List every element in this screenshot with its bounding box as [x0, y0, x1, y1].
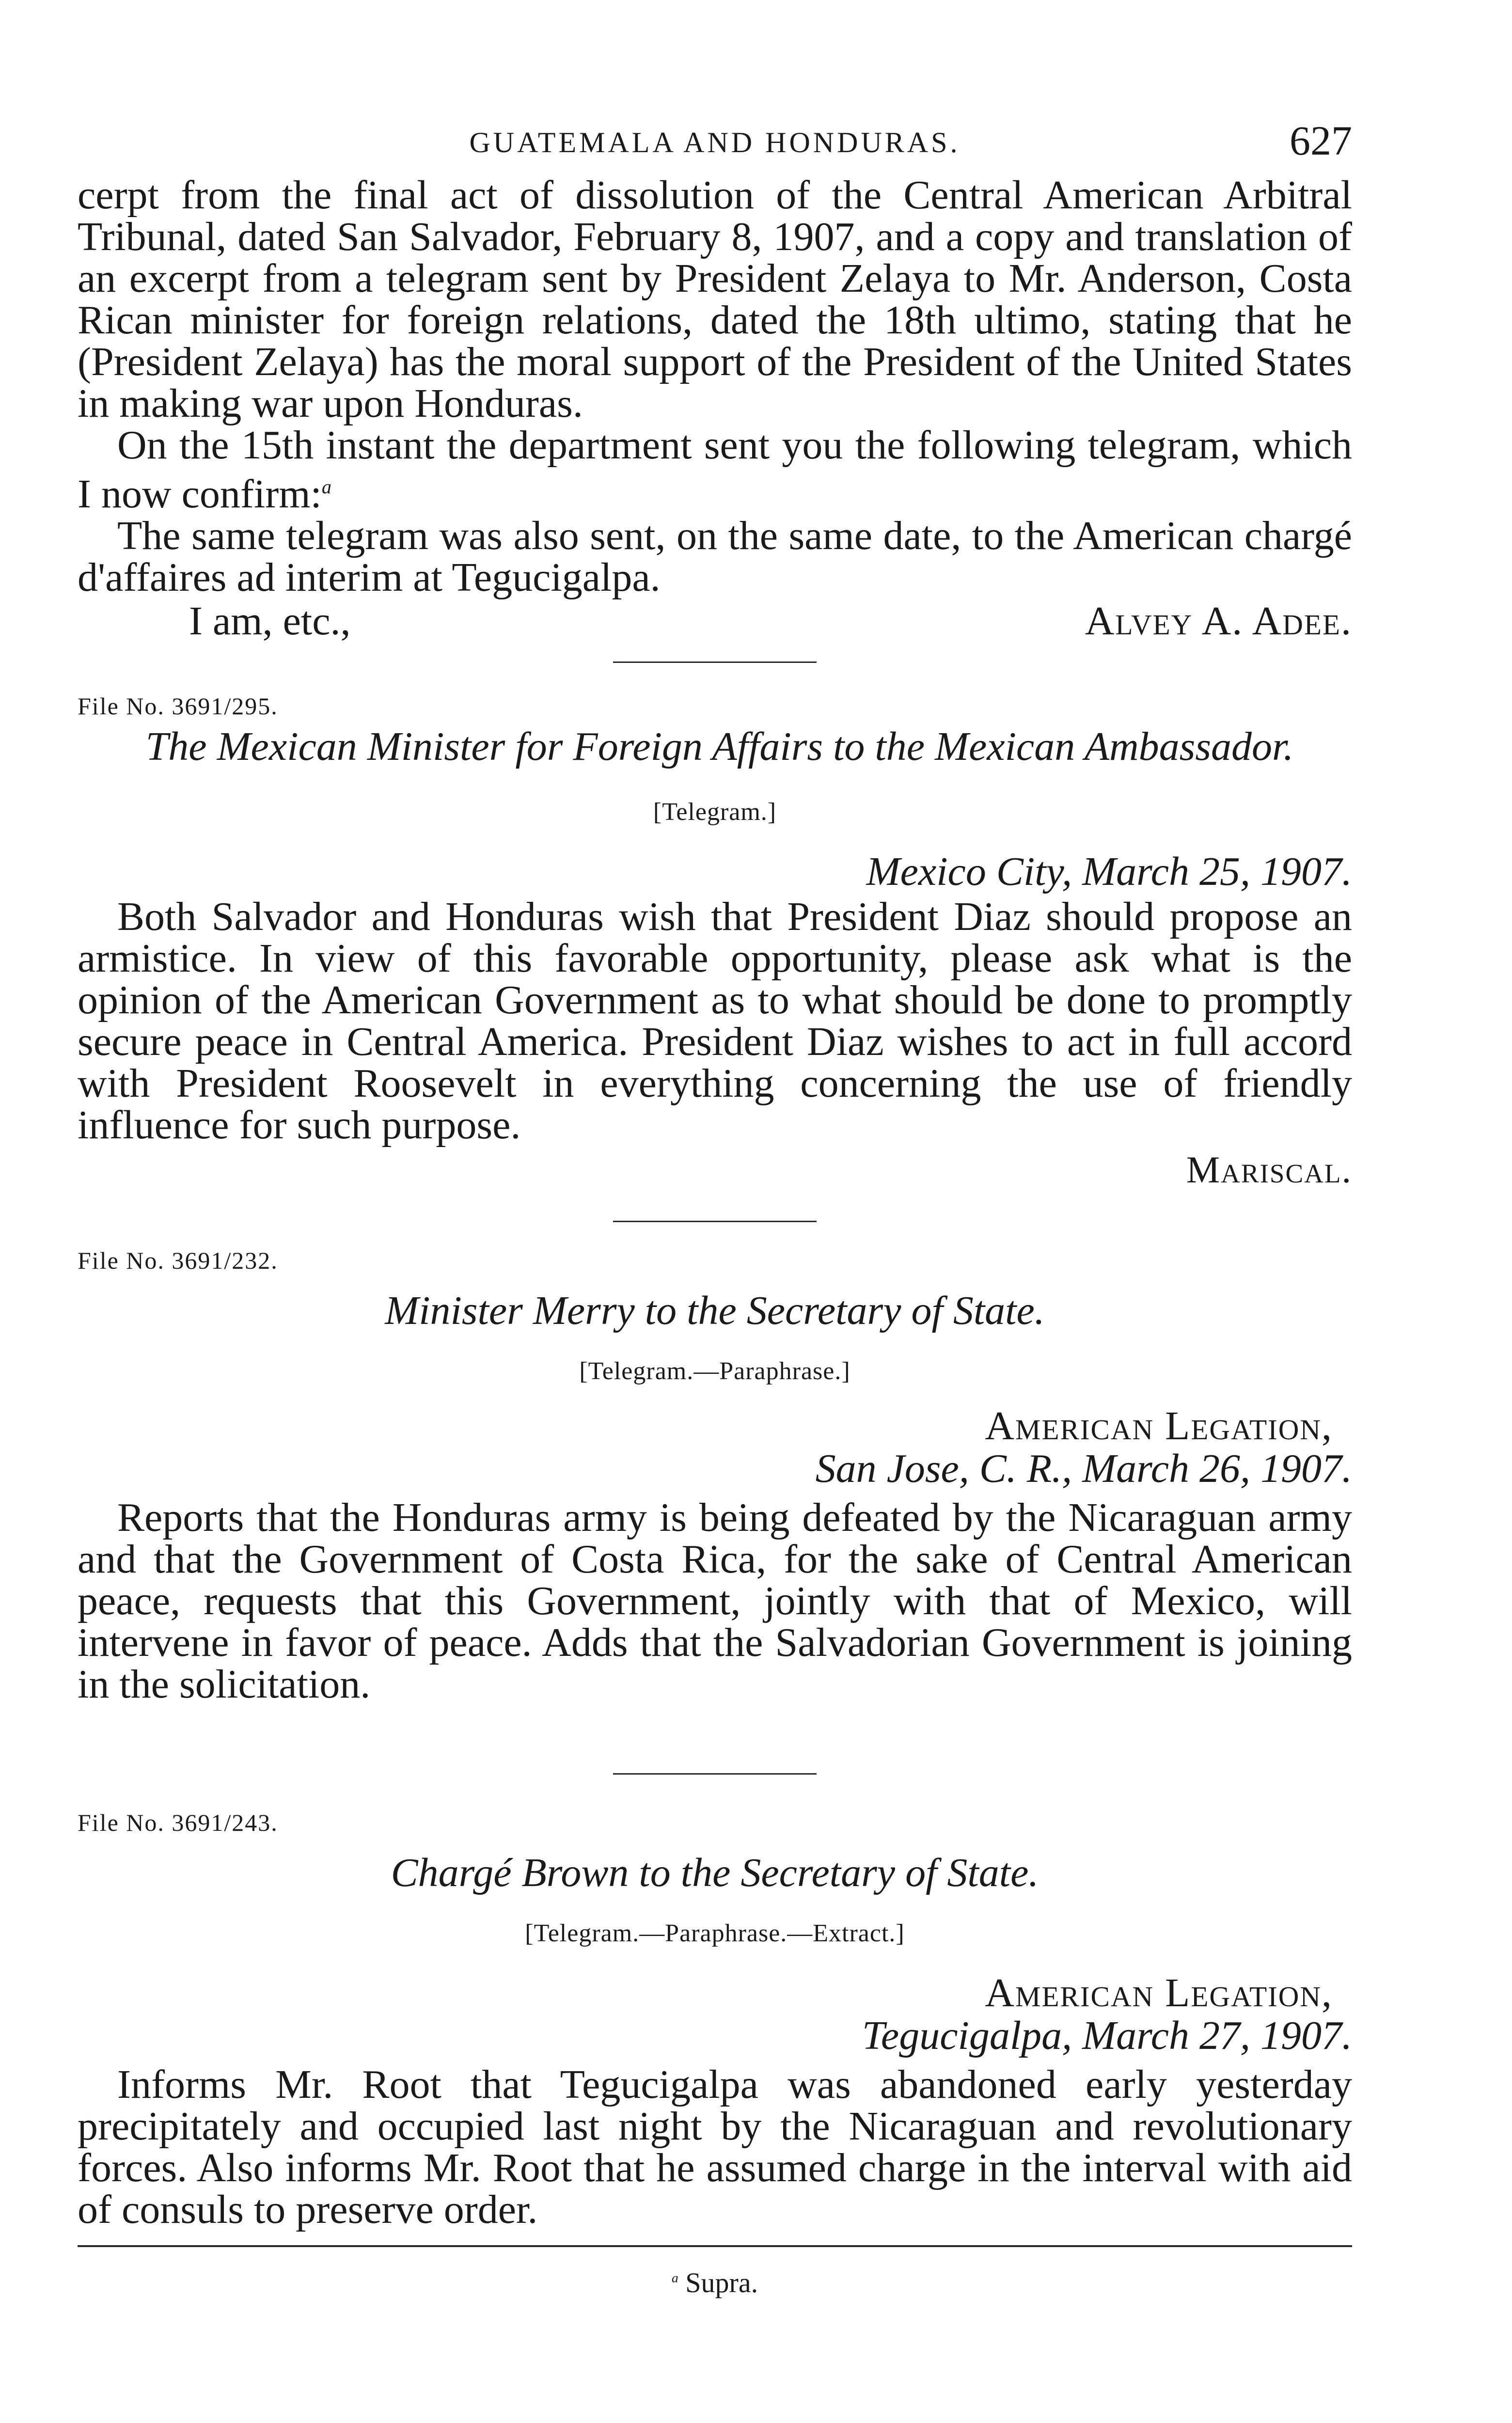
footnote: [78, 2266, 1352, 2299]
dateline: [78, 850, 1352, 893]
closing-phrase: I am, etc.,: [189, 598, 351, 644]
continued-paragraph: cerpt from the final act of dissolution of the Central American Arbitral Tribunal, dated San Salvador, February 8, 1907, and a copy and translation of an excerpt from a telegram sent by President Zelaya to Mr. Anderson, Costa Rican minister for foreign relations, dated the 18th ultimo, stating that he (President Zelaya) has the moral support of the President of the United States in making war upon Honduras.: [78, 173, 1352, 426]
place-date: Tegucigalpa, March 27, 1907.: [862, 2013, 1352, 2058]
confirm-paragraph: [78, 425, 1352, 515]
file-number: File No. 3691/243.: [78, 1809, 278, 1836]
page-number: 627: [1290, 117, 1352, 164]
footnote-text: Supra.: [685, 2267, 758, 2298]
signature-adee: Alvey A. Adee.: [1085, 598, 1352, 644]
document-title: Chargé Brown to the Secretary of State.: [391, 1850, 1039, 1895]
running-title: GUATEMALA AND HONDURAS.: [469, 126, 961, 158]
footnote-rule: [78, 2245, 1352, 2247]
dateline: [78, 2014, 1352, 2057]
document-title: The Mexican Minister for Foreign Affairs to the Mexican Ambassador.: [145, 724, 1294, 769]
confirm-text: On the 15th instant the department sent you the following telegram, which I now confirm:: [78, 423, 1352, 517]
running-header: [78, 116, 1352, 174]
section-divider: [613, 1221, 817, 1222]
closing-line: [78, 600, 1352, 642]
file-number: File No. 3691/232.: [78, 1247, 278, 1274]
same-telegram-paragraph: The same telegram was also sent, on the same date, to the American chargé d'affaires ad interim at Tegucigalpa.: [78, 513, 1352, 600]
footnote-marker: a: [671, 2270, 678, 2286]
place-date: San Jose, C. R., March 26, 1907.: [815, 1446, 1352, 1491]
section-divider: [613, 661, 817, 663]
section-divider: [613, 1773, 817, 1775]
dateline: [78, 1448, 1352, 1490]
legation-line: American Legation,: [985, 1970, 1333, 2015]
document-title: Minister Merry to the Secretary of State.: [385, 1288, 1045, 1333]
document-body: Informs Mr. Root that Tegucigalpa was abandoned early yesterday precipitately and occupied last night by the Nicaraguan and revolutionary forces. Also informs Mr. Root that he assumed charge in the interval with aid of consuls to preserve order.: [78, 2062, 1352, 2232]
file-number: File No. 3691/295.: [78, 692, 278, 720]
document-page: [78, 116, 1352, 2299]
signature-mariscal: Mariscal.: [1186, 1149, 1352, 1191]
telegram-note: [Telegram.]: [653, 798, 777, 826]
footnote-ref: a: [321, 476, 332, 498]
telegram-note: [Telegram.—Paraphrase.]: [579, 1357, 850, 1385]
document-body: Both Salvador and Honduras wish that President Diaz should propose an armistice. In view of this favorable opportunity, please ask what is the opinion of the American Government as to what should be done to promptly secure peace in Central America. President Diaz wishes to act in full accord with President Roosevelt in everything concerning the use of friendly influence for such purpose.: [78, 894, 1352, 1148]
telegram-note: [Telegram.—Paraphrase.—Extract.]: [525, 1920, 905, 1947]
legation-line: American Legation,: [985, 1403, 1333, 1448]
place-date: Mexico City, March 25, 1907.: [866, 849, 1352, 894]
document-body: Reports that the Honduras army is being defeated by the Nicaraguan army and that the Government of Costa Rica, for the sake of Central American peace, requests that this Government, jointly with that of Mexico, will intervene in favor of peace. Adds that the Salvadorian Government is joining in the solicitation.: [78, 1495, 1352, 1707]
